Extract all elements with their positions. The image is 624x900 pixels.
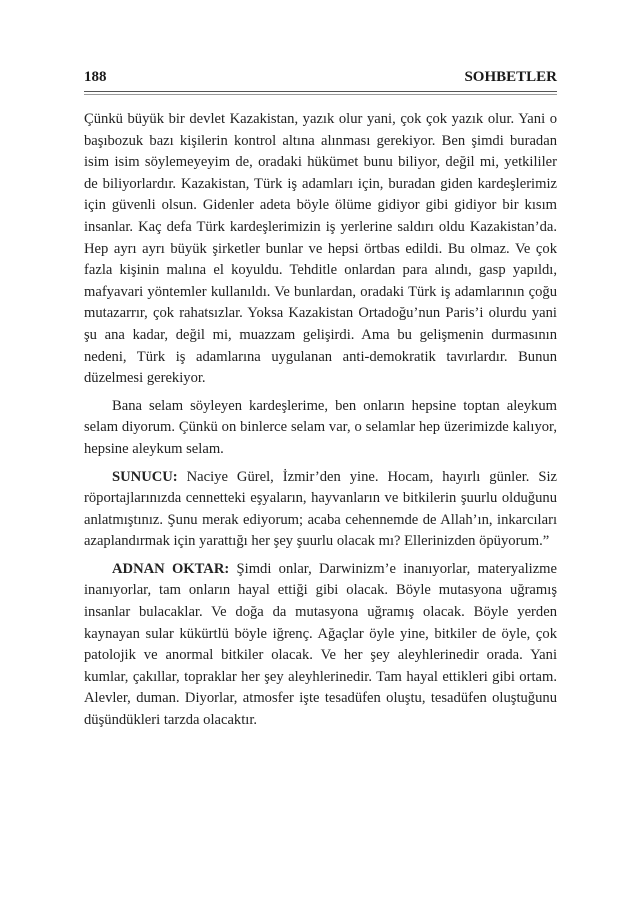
paragraph (84, 109, 557, 390)
book-page (84, 67, 557, 738)
paragraph (84, 559, 557, 732)
paragraph-text: Naciye Gürel, İzmir’den yine. Hocam, hayırlı günler. Siz röportajlarınızda cennetteki eşyaların, hayvanların ve bitkilerin şuurlu olduğunu anlatmıştınız. Şunu merak ediyorum; acaba cehennemde de Allah’ın, inkarcıları azaplandırmak için yarattığı her şey şuurlu olacak mı? Ellerinizden öpüyorum.” (84, 468, 557, 550)
page-number: 188 (84, 69, 107, 85)
paragraph-text: Bana selam söyleyen kardeşlerime, ben onların hepsine toptan aleykum selam diyorum. Çünkü on binlerce selam var, o selamlar hep üzerimizde kalıyor, hepsine aleykum selam. (84, 397, 557, 457)
running-head (84, 67, 557, 89)
speaker-label: SUNUCU: (112, 468, 178, 485)
paragraph (84, 467, 557, 553)
paragraph (84, 396, 557, 461)
book-title: SOHBETLER (464, 69, 557, 85)
speaker-label: ADNAN OKTAR: (112, 560, 230, 577)
paragraph-text: Çünkü büyük bir devlet Kazakistan, yazık olur yani, çok çok yazık olur. Yani o başıbozuk bazı kişilerin kontrol altına alınması gerekiyor. Ben şimdi buradan isim isim söylemeyeyim de, oradaki hükümet bunu biliyor, değil mi, yetkililer de biliyorlardır. Kazakistan, Türk iş adamları için, buradan giden kardeşlerimiz için güvenli olsun. Gidenler adeta böyle ölüme gidiyor gibi gidiyor bir kısım insanlar. Kaç defa Türk kardeşlerimizin iş yerlerine saldırı oldu Kazakistan’da. Hep ayrı ayrı büyük şirketler bunlar ve hepsi örtbas edildi. Bu olmaz. Ve çok fazla kişinin malına el koyuldu. Tehditle onlardan para alındı, gasp yapıldı, mafyavari yöntemler kullanıldı. Ve bunlardan, oradaki Türk iş adamlarının çoğu mutazarrır, çok rahatsızlar. Yoksa Kazakistan Ortadoğu’nun Paris’i olurdu yani şu ana kadar, değil mi, muazzam gelişirdi. Ama bu gelişmenin durmasının nedeni, Türk iş adamlarına uygulanan anti-demokratik tavırlardır. Bunun düzelmesi gerekiyor. (84, 111, 557, 387)
paragraph-text: Şimdi onlar, Darwinizm’e inanıyorlar, materyalizme inanıyorlar, tam onların hayal ettiği gibi olacak. Böyle mutasyona uğramış insanlar bulacaklar. Ve doğa da mutasyona uğramış olacak. Böyle yerden kaynayan sular kükürtlü böyle iğrenç. Ağaçlar öyle yine, bitkiler de öyle, çok patolojik ve anormal bitkiler olacak. Ve her şey aleyhlerinedir orada. Yani kumlar, çakıllar, topraklar her şey aleyhlerinedir. Tam hayal ettikleri gibi ortam. Alevler, duman. Diyorlar, atmosfer işte tesadüfen oluştu, tesadüfen oluştuğunu düşündükleri tarzda olacaktır. (84, 560, 557, 729)
body-text (84, 109, 557, 732)
header-rule (84, 91, 557, 95)
